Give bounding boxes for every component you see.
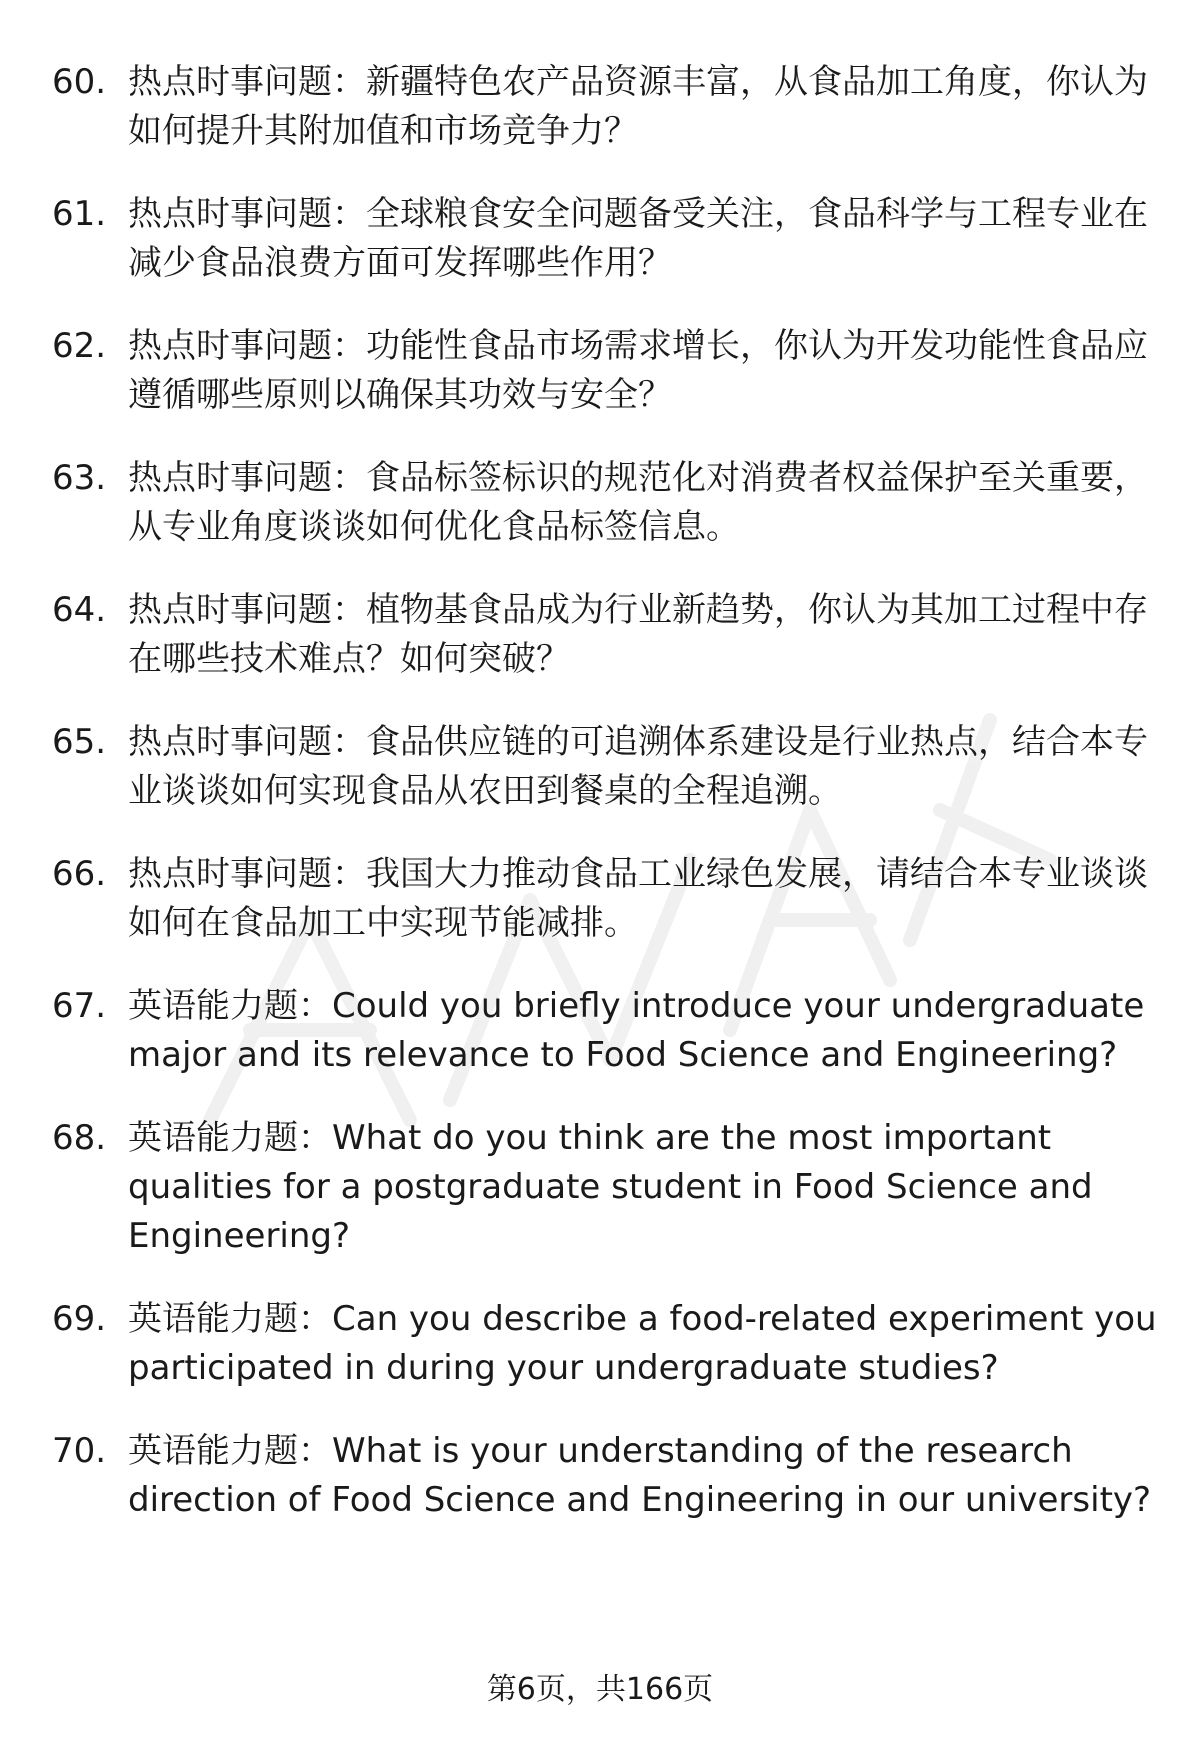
question-number: 69. — [52, 1299, 107, 1339]
question-item — [52, 1295, 1162, 1393]
question-item — [52, 850, 1162, 948]
question-number: 65. — [52, 722, 107, 762]
question-number: 64. — [52, 590, 107, 630]
question-item — [52, 454, 1162, 552]
question-number: 61. — [52, 194, 107, 234]
question-number: 70. — [52, 1431, 107, 1471]
question-item — [52, 1427, 1162, 1525]
question-number: 68. — [52, 1118, 107, 1158]
question-number: 63. — [52, 458, 107, 498]
question-text: 热点时事问题：功能性食品市场需求增长，你认为开发功能性食品应遵循哪些原则以确保其功效与安全？ — [128, 326, 1148, 415]
question-text: 热点时事问题：全球粮食安全问题备受关注，食品科学与工程专业在减少食品浪费方面可发挥哪些作用？ — [128, 194, 1148, 283]
question-item — [52, 322, 1162, 420]
question-text: 热点时事问题：食品标签标识的规范化对消费者权益保护至关重要，从专业角度谈谈如何优化食品标签信息。 — [128, 458, 1148, 547]
question-text: 英语能力题：What do you think are the most important qualities for a postgraduate student in Food Science and Engineering? — [128, 1118, 1093, 1256]
question-text: 热点时事问题：植物基食品成为行业新趋势，你认为其加工过程中存在哪些技术难点？如何突破？ — [128, 590, 1148, 679]
question-item — [52, 58, 1162, 156]
question-text: 热点时事问题：我国大力推动食品工业绿色发展，请结合本专业谈谈如何在食品加工中实现节能减排。 — [128, 854, 1148, 943]
question-item — [52, 190, 1162, 288]
page-number-footer: 第6页，共166页 — [486, 1672, 714, 1707]
question-text: 热点时事问题：食品供应链的可追溯体系建设是行业热点，结合本专业谈谈如何实现食品从农田到餐桌的全程追溯。 — [128, 722, 1148, 811]
question-item — [52, 982, 1162, 1080]
question-item — [52, 718, 1162, 816]
question-text: 英语能力题：What is your understanding of the research direction of Food Science and Engineering in our university? — [128, 1431, 1152, 1520]
question-number: 62. — [52, 326, 107, 366]
question-text: 热点时事问题：新疆特色农产品资源丰富，从食品加工角度，你认为如何提升其附加值和市场竞争力？ — [128, 62, 1148, 151]
question-number: 67. — [52, 986, 107, 1026]
question-item — [52, 1114, 1162, 1261]
question-number: 66. — [52, 854, 107, 894]
question-text: 英语能力题：Could you briefly introduce your undergraduate major and its relevance to Food Science and Engineering? — [128, 986, 1145, 1075]
question-list — [52, 58, 1162, 1559]
question-text: 英语能力题：Can you describe a food-related experiment you participated in during your undergraduate studies? — [128, 1299, 1157, 1388]
question-number: 60. — [52, 62, 107, 102]
question-item — [52, 586, 1162, 684]
